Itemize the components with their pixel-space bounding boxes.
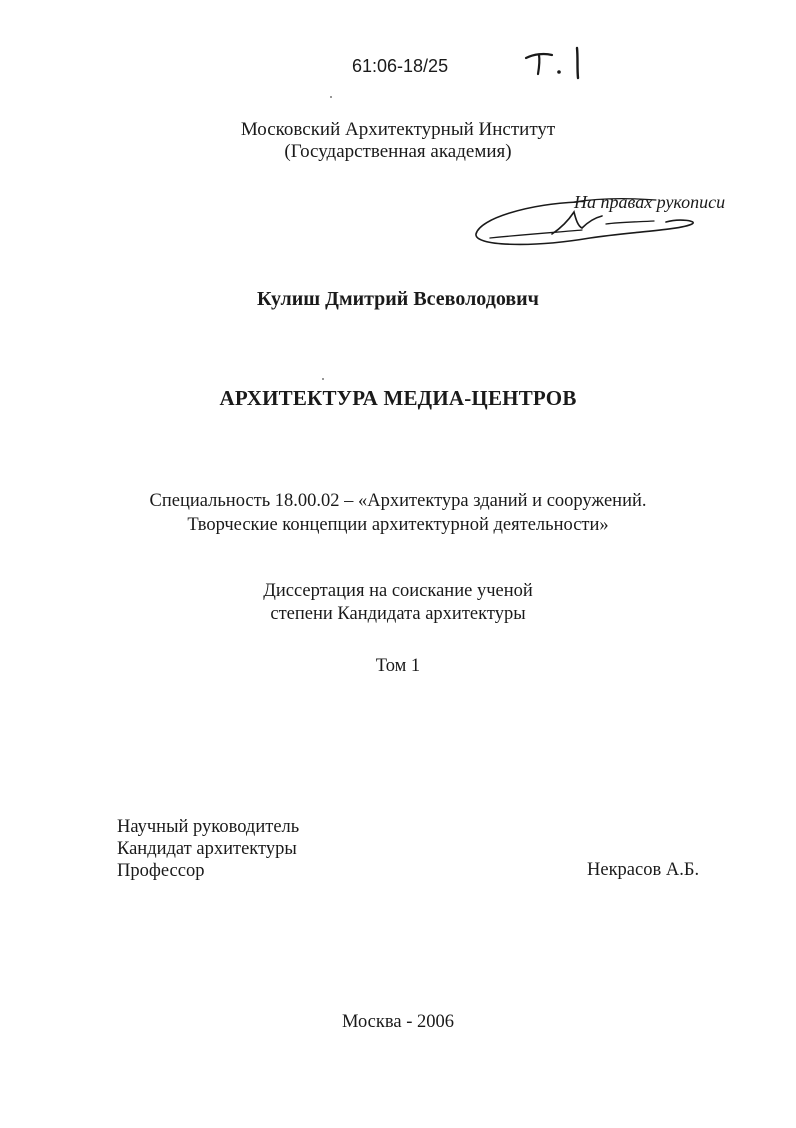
specialty-line-2: Творческие концепции архитектурной деятельности» (187, 515, 609, 535)
specialty-line-1: Специальность 18.00.02 – «Архитектура зданий и сооружений. (149, 491, 647, 511)
institute-subtitle: (Государственная академия) (284, 141, 512, 162)
volume-label: Том 1 (375, 656, 421, 676)
scan-speck (330, 96, 332, 98)
supervisor-degree: Кандидат архитектуры (117, 839, 297, 859)
author-name: Кулиш Дмитрий Всеволодович (257, 288, 539, 310)
supervisor-role: Научный руководитель (117, 817, 300, 837)
dissertation-line-2: степени Кандидата архитектуры (270, 604, 526, 624)
institute-name: Московский Архитектурный Институт (240, 119, 556, 140)
dissertation-line-1: Диссертация на соискание ученой (263, 581, 533, 601)
rights-notice: На правах рукописи (574, 192, 726, 212)
supervisor-rank: Профессор (117, 861, 205, 881)
handwritten-signature-icon (470, 188, 700, 258)
archive-code: 61:06-18/25 (352, 56, 449, 76)
handwritten-volume-note-icon (522, 44, 592, 84)
supervisor-name: Некрасов А.Б. (587, 860, 700, 880)
document-title: АРХИТЕКТУРА МЕДИА-ЦЕНТРОВ (219, 386, 577, 410)
scan-speck (322, 378, 324, 380)
place-and-year: Москва - 2006 (341, 1012, 454, 1032)
